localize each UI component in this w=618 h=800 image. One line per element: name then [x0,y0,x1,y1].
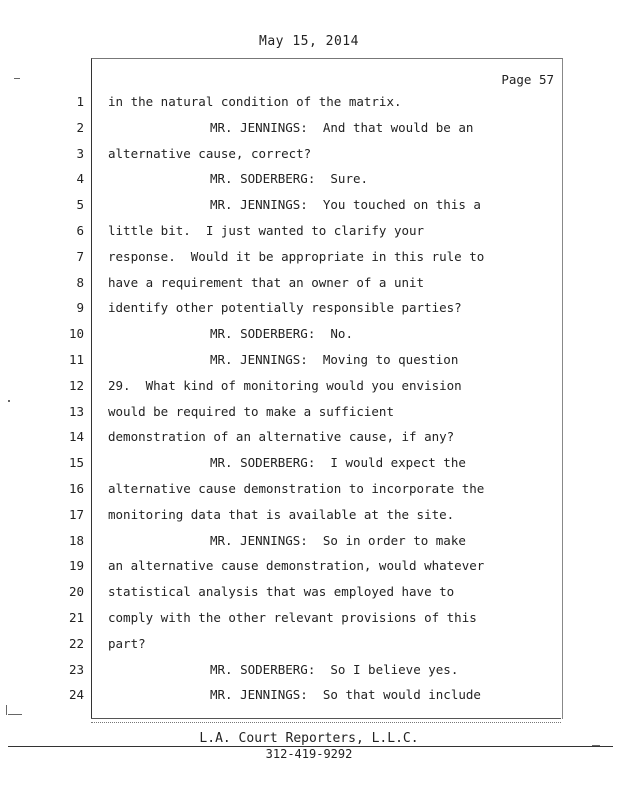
transcript-line [0,399,618,425]
transcript-line [0,682,618,708]
court-reporter-phone: 312-419-9292 [265,747,353,761]
line-text: identify other potentially responsible parties? [108,300,462,316]
line-text: in the natural condition of the matrix. [108,94,402,109]
line-number: 24 [68,687,84,703]
transcript-line [0,347,618,373]
court-reporter-name: L.A. Court Reporters, L.L.C. [199,731,419,746]
line-text: MR. SODERBERG: I would expect the [210,455,466,471]
line-number: 4 [76,171,84,187]
scan-speck [592,745,600,746]
line-text: MR. JENNINGS: You touched on this a [210,197,481,213]
transcript-line [0,218,618,244]
transcript-line [0,295,618,321]
line-number: 18 [68,532,84,548]
transcript-line [0,89,618,115]
transcript-line [0,373,618,399]
transcript-line [0,657,618,683]
transcript-date: May 15, 2014 [259,34,359,49]
line-text: comply with the other relevant provisions of this [108,610,477,625]
line-number: 15 [68,455,84,471]
transcript-line [0,424,618,450]
line-text: alternative cause demonstration to incorporate the [108,481,485,496]
line-number: 5 [76,197,84,213]
line-text: would be required to make a sufficient [108,403,394,419]
line-number: 17 [68,506,84,522]
transcript-line [0,270,618,296]
scan-speck [14,78,20,79]
line-text: MR. JENNINGS: And that would be an [210,119,474,135]
line-text: MR. SODERBERG: So I believe yes. [210,661,459,677]
scan-speck [8,400,10,402]
line-text: an alternative cause demonstration, would whatever [108,558,485,574]
line-number: 6 [76,223,84,238]
frame-bottom-rule [91,718,561,723]
transcript-line [0,192,618,218]
line-number: 23 [68,661,84,677]
transcript-line [0,244,618,270]
line-number: 19 [68,558,84,574]
transcript-line [0,321,618,347]
line-text: response. Would it be appropriate in this rule to [108,248,485,264]
line-number: 11 [68,352,84,367]
line-number: 7 [76,248,84,264]
line-text: MR. SODERBERG: No. [210,326,353,342]
line-text: statistical analysis that was employed have to [108,584,455,600]
line-number: 1 [76,94,84,109]
line-text: little bit. I just wanted to clarify your [108,223,425,238]
line-text: have a requirement that an owner of a unit [108,274,425,290]
transcript-line [0,605,618,631]
line-number: 9 [76,300,84,316]
line-text: monitoring data that is available at the site. [108,506,455,522]
transcript-line [0,528,618,554]
line-text: MR. JENNINGS: So in order to make [210,532,466,548]
page-number: Page 57 [501,72,554,87]
line-text: part? [108,635,146,651]
scan-speck [8,714,22,715]
transcript-line [0,141,618,167]
transcript-line [0,450,618,476]
line-number: 20 [68,584,84,600]
transcript-line [0,579,618,605]
line-number: 13 [68,403,84,419]
line-number: 10 [68,326,84,342]
line-number: 3 [76,145,84,161]
line-text: MR. JENNINGS: Moving to question [210,352,459,367]
transcript-line [0,476,618,502]
transcript-line [0,631,618,657]
line-text: demonstration of an alternative cause, if any? [108,429,455,445]
transcript-line [0,502,618,528]
line-text: alternative cause, correct? [108,145,312,161]
line-number: 21 [68,610,84,625]
line-text: MR. SODERBERG: Sure. [210,171,369,187]
line-number: 8 [76,274,84,290]
line-number: 14 [68,429,84,445]
line-number: 12 [68,377,84,393]
transcript-line [0,166,618,192]
line-text: 29. What kind of monitoring would you envision [108,377,462,393]
line-number: 16 [68,481,84,496]
scan-speck [6,705,7,715]
line-number: 2 [76,119,84,135]
line-text: MR. JENNINGS: So that would include [210,687,481,703]
line-number: 22 [68,635,84,651]
transcript-line [0,115,618,141]
transcript-line [0,553,618,579]
